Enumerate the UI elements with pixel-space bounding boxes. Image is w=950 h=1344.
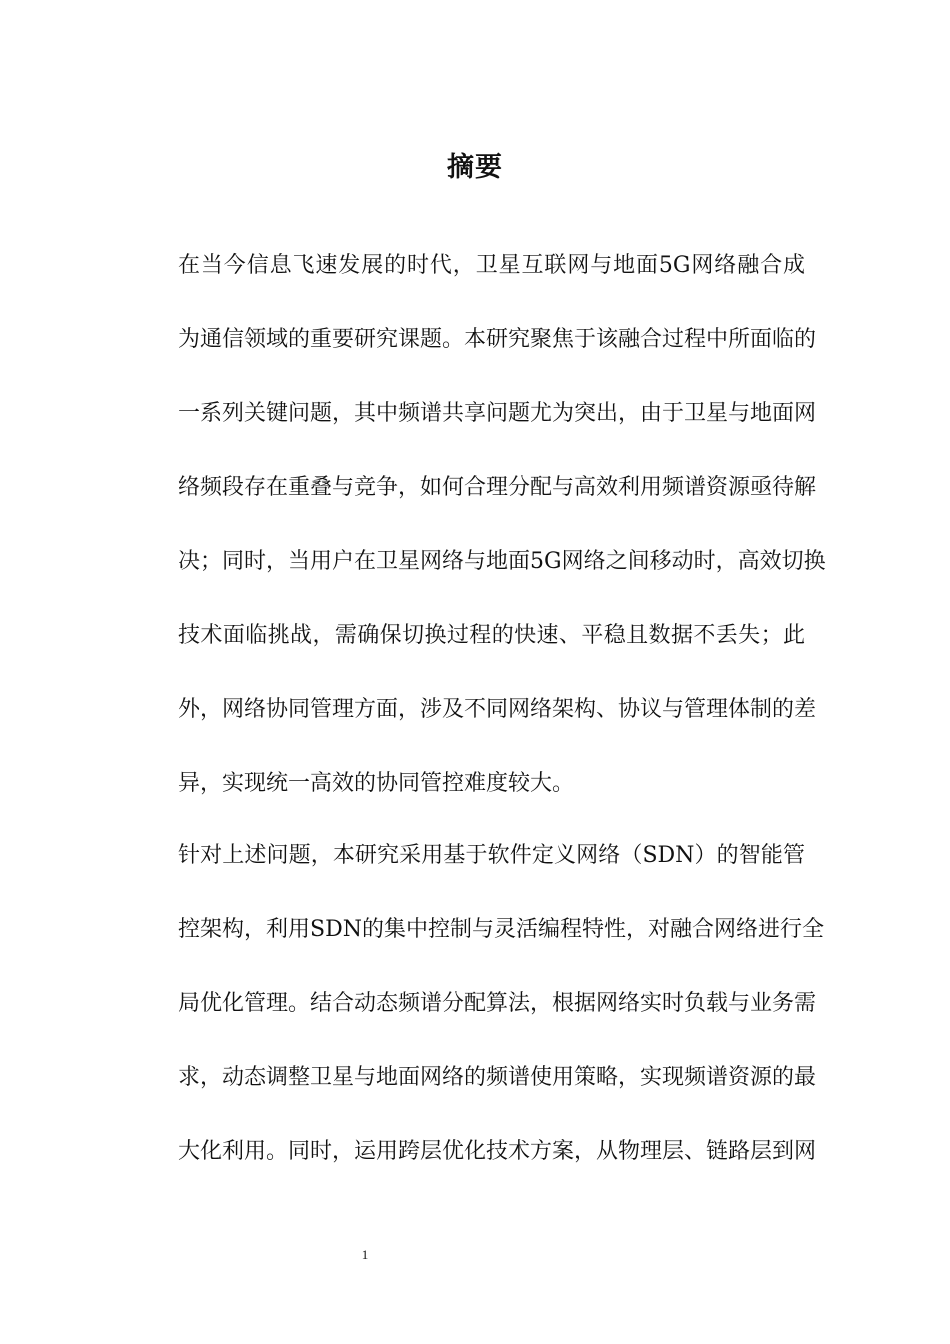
text-line: 技术面临挑战，需确保切换过程的快速、平稳且数据不丢失；此 [178,623,805,648]
text-line: 一系列关键问题，其中频谱共享问题尤为突出，由于卫星与地面网 [178,401,817,426]
text-line: 求，动态调整卫星与地面网络的频谱使用策略，实现频谱资源的最 [178,1065,817,1090]
page-title: 摘要 [447,152,503,183]
page-number: 1 [361,1247,369,1262]
text-line: 控架构，利用SDN的集中控制与灵活编程特性，对融合网络进行全 [178,917,824,942]
text-line: 针对上述问题，本研究采用基于软件定义网络（SDN）的智能管 [178,843,805,868]
text-line: 决；同时，当用户在卫星网络与地面5G网络之间移动时，高效切换 [178,549,826,574]
text-line: 外，网络协同管理方面，涉及不同网络架构、协议与管理体制的差 [178,697,817,722]
text-line: 异，实现统一高效的协同管控难度较大。 [178,771,575,796]
text-line: 在当今信息飞速发展的时代，卫星互联网与地面5G网络融合成 [178,253,805,278]
text-line: 局优化管理。结合动态频谱分配算法，根据网络实时负载与业务需 [178,991,817,1016]
paragraph-1 [145,246,826,803]
abstract-body [145,246,826,1206]
text-line: 为通信领域的重要研究课题。本研究聚焦于该融合过程中所面临的 [178,327,817,352]
text-line: 络频段存在重叠与竞争，如何合理分配与高效利用频谱资源亟待解 [178,475,817,500]
text-line: 大化利用。同时，运用跨层优化技术方案，从物理层、链路层到网 [178,1139,817,1164]
paragraph-2 [145,836,824,1171]
